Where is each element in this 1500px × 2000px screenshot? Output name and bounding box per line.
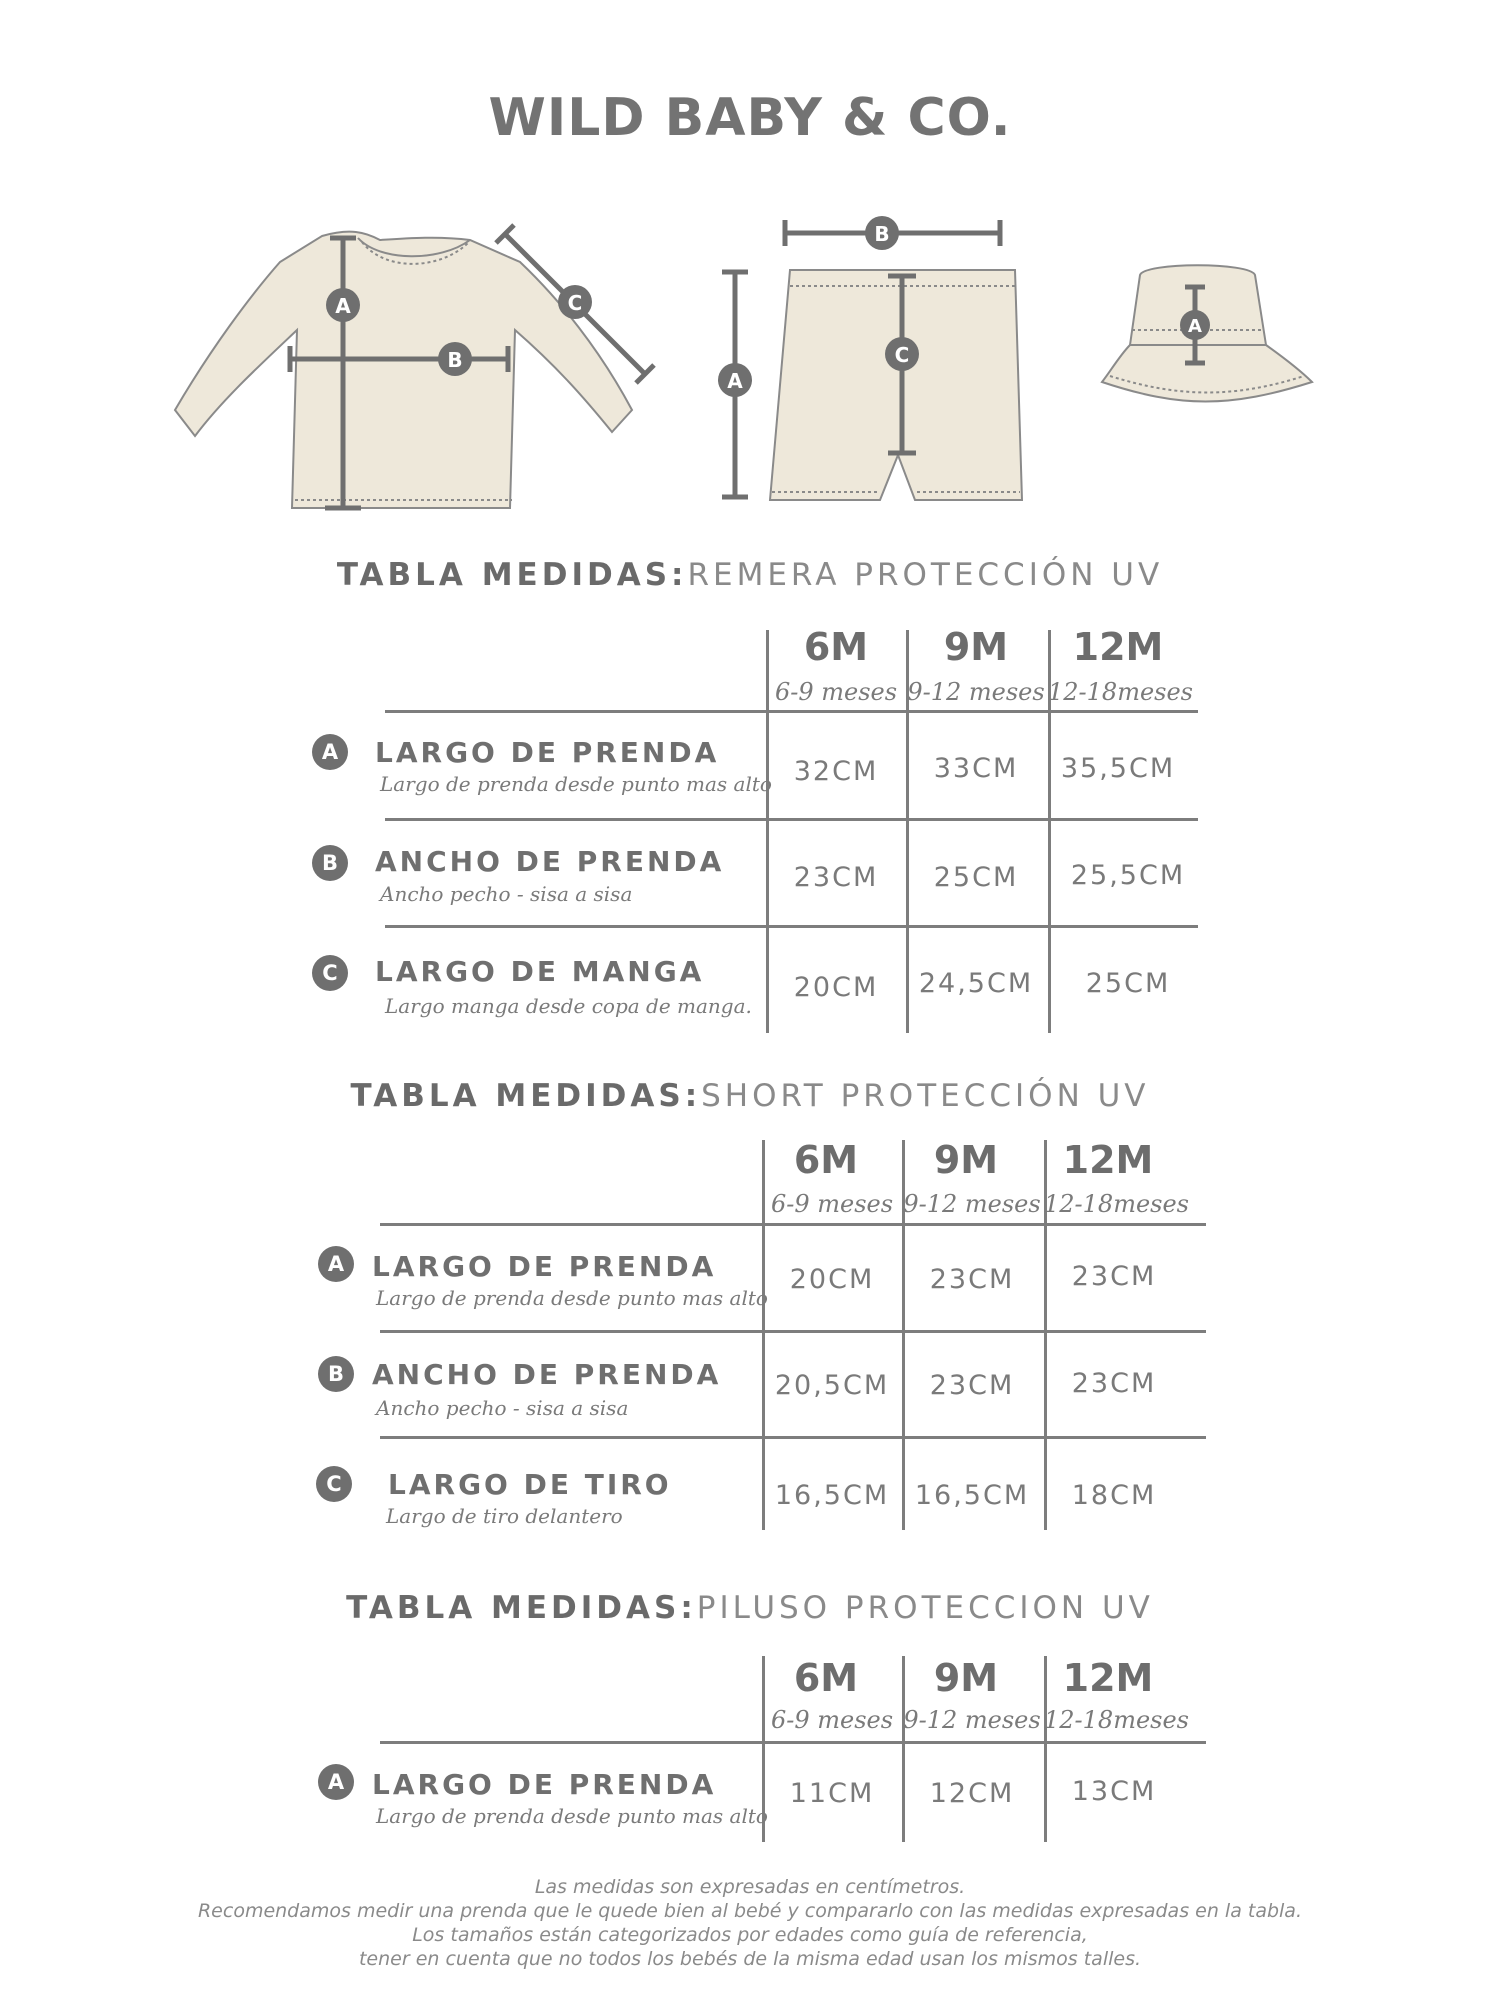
size-range-12m: 12-18meses [1044,1706,1189,1734]
title-prefix: TABLA MEDIDAS: [336,557,688,593]
cell-value: 25CM [933,862,1019,893]
row-divider [385,925,1198,928]
row-desc: Largo de tiro delantero [386,1504,623,1528]
row-badge-c: C [312,955,348,991]
size-range-12m: 12-18meses [1044,1190,1189,1218]
size-header-9m: 9M [933,1138,999,1182]
row-badge-a: A [312,734,348,770]
title-product: PILUSO PROTECCION UV [696,1590,1154,1626]
row-divider [380,1436,1206,1439]
size-header-9m: 9M [943,625,1009,669]
cell-value: 20CM [793,972,879,1003]
row-desc: Largo manga desde copa de manga. [385,994,752,1018]
cell-value: 16,5CM [774,1480,890,1511]
row-divider [385,710,1198,713]
size-range-9m: 9-12 meses [907,678,1045,706]
row-divider [385,818,1198,821]
cell-value: 25CM [1085,968,1171,999]
size-header-12m: 12M [1062,1656,1154,1700]
footer-note: Las medidas son expresadas en centímetros. [534,1876,966,1898]
shorts-label-a: A [727,369,743,393]
size-range-6m: 6-9 meses [774,678,898,706]
row-label-ancho-prenda: ANCHO DE PRENDA [372,1358,722,1391]
cell-value: 32CM [793,756,879,787]
size-header-12m: 12M [1062,1138,1154,1182]
size-header-9m: 9M [933,1656,999,1700]
hat-label-a: A [1188,316,1202,337]
cell-value: 16,5CM [914,1480,1030,1511]
cell-value: 23CM [793,862,879,893]
row-desc: Largo de prenda desde punto mas alto [380,772,772,796]
title-prefix: TABLA MEDIDAS: [350,1078,702,1114]
row-desc: Ancho pecho - sisa a sisa [376,1396,629,1420]
cell-value: 23CM [929,1264,1015,1295]
size-range-12m: 12-18meses [1048,678,1193,706]
footer-note: Recomendamos medir una prenda que le quede bien al bebé y compararlo con las medidas expresadas en la tabla. [197,1900,1302,1922]
cell-value: 35,5CM [1060,753,1176,784]
shirt-label-a: A [335,294,351,318]
row-badge-b: B [318,1356,354,1392]
garment-illustrations [0,0,1500,540]
size-range-9m: 9-12 meses [903,1190,1041,1218]
cell-value: 18CM [1071,1480,1157,1511]
table-title-remera [0,557,1500,593]
title-product: REMERA PROTECCIÓN UV [687,557,1164,593]
title-product: SHORT PROTECCIÓN UV [701,1078,1150,1114]
brand-title: WILD BABY & CO. [488,88,1012,148]
size-header-6m: 6M [793,1656,859,1700]
cell-value: 12CM [929,1778,1015,1809]
row-badge-a: A [318,1764,354,1800]
row-divider [380,1330,1206,1333]
row-label-largo-prenda: LARGO DE PRENDA [372,1250,717,1283]
cell-value: 11CM [789,1778,875,1809]
size-range-6m: 6-9 meses [770,1706,894,1734]
row-badge-b: B [312,845,348,881]
shorts-label-b: B [874,222,890,246]
shorts-illustration [770,270,1022,500]
row-label-largo-prenda: LARGO DE PRENDA [372,1768,717,1801]
size-header-6m: 6M [803,625,869,669]
cell-value: 20CM [789,1264,875,1295]
row-label-largo-prenda: LARGO DE PRENDA [375,736,720,769]
row-desc: Largo de prenda desde punto mas alto [376,1804,768,1828]
row-divider [380,1741,1206,1744]
size-range-6m: 6-9 meses [770,1190,894,1218]
row-label-largo-manga: LARGO DE MANGA [375,955,705,988]
hat-badges [1180,310,1210,340]
shirt-label-c: C [567,291,583,315]
row-desc: Largo de prenda desde punto mas alto [376,1286,768,1310]
cell-value: 33CM [933,753,1019,784]
cell-value: 23CM [929,1370,1015,1401]
row-desc: Ancho pecho - sisa a sisa [380,882,633,906]
cell-value: 13CM [1071,1776,1157,1807]
cell-value: 24,5CM [918,968,1034,999]
title-prefix: TABLA MEDIDAS: [346,1590,697,1626]
row-badge-a: A [318,1246,354,1282]
table-title-piluso [0,1590,1500,1626]
cell-value: 23CM [1071,1368,1157,1399]
cell-value: 25,5CM [1070,860,1186,891]
shirt-illustration [175,232,632,508]
size-header-12m: 12M [1072,625,1164,669]
row-label-ancho-prenda: ANCHO DE PRENDA [375,845,725,878]
size-header-6m: 6M [793,1138,859,1182]
footer-note: tener en cuenta que no todos los bebés de la misma edad usan los mismos talles. [358,1948,1142,1970]
row-badge-c: C [316,1466,352,1502]
footer-note: Los tamaños están categorizados por edades como guía de referencia, [412,1924,1088,1946]
table-title-short [0,1078,1500,1114]
row-divider [380,1223,1206,1226]
row-label-largo-tiro: LARGO DE TIRO [388,1468,672,1501]
shirt-label-b: B [447,348,463,372]
cell-value: 23CM [1071,1261,1157,1292]
cell-value: 20,5CM [774,1370,890,1401]
size-range-9m: 9-12 meses [903,1706,1041,1734]
shorts-label-c: C [894,343,910,367]
